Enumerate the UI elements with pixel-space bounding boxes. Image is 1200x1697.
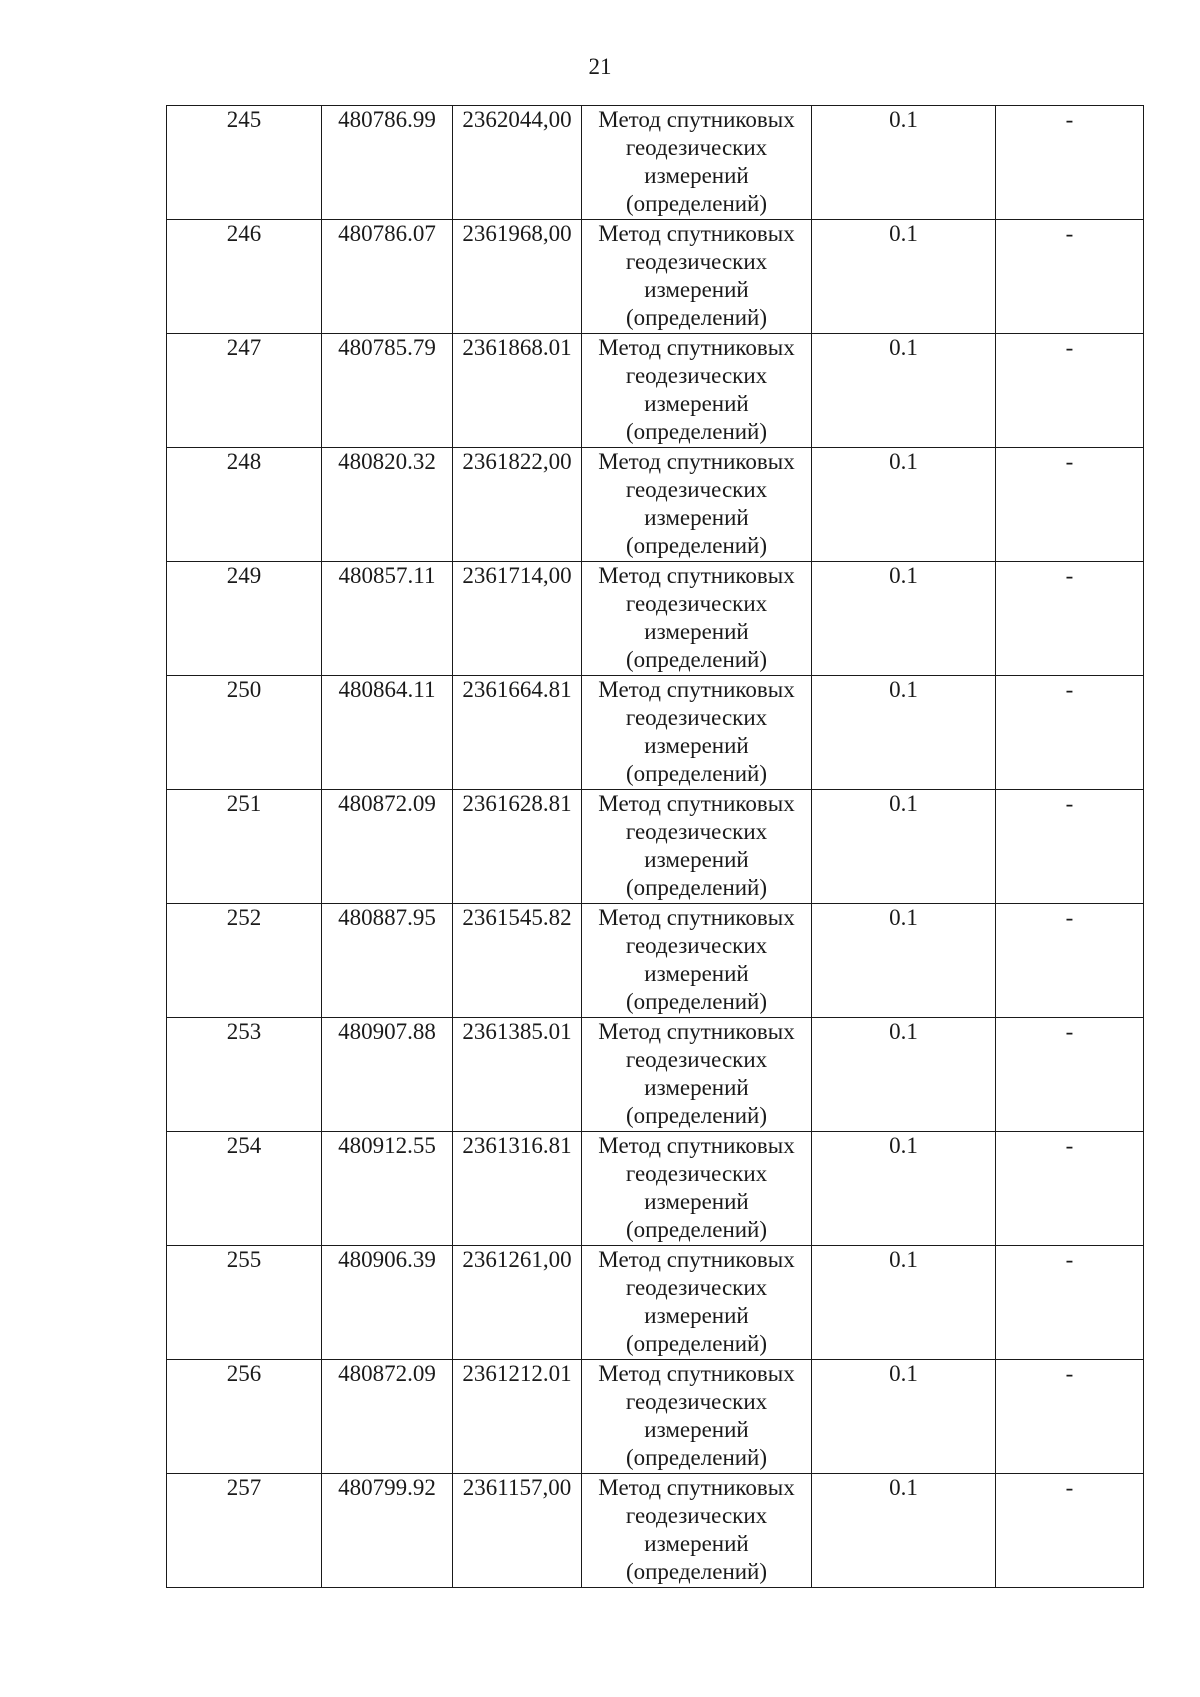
- method-cell: [582, 562, 812, 676]
- method-cell: [582, 106, 812, 220]
- note-cell: -: [996, 106, 1144, 220]
- method-cell: [582, 1360, 812, 1474]
- method-line: (определений): [625, 875, 768, 900]
- note-cell: -: [996, 334, 1144, 448]
- table-row: [167, 334, 1144, 448]
- method-line: геодезических: [625, 591, 768, 616]
- y-coordinate-cell: 2361628.81: [453, 790, 582, 904]
- method-line: измерений: [644, 1531, 749, 1556]
- method-line: геодезических: [625, 1047, 768, 1072]
- method-line: Метод спутниковых: [598, 905, 795, 930]
- method-line: измерений: [644, 277, 749, 302]
- method-line: (определений): [625, 647, 768, 672]
- method-line: Метод спутниковых: [598, 1019, 795, 1044]
- method-line: геодезических: [625, 1161, 768, 1186]
- y-coordinate-cell: 2361157,00: [453, 1474, 582, 1588]
- point-number-cell: 248: [167, 448, 322, 562]
- accuracy-cell: 0.1: [812, 220, 996, 334]
- table-row: [167, 448, 1144, 562]
- method-line: (определений): [625, 1217, 768, 1242]
- y-coordinate-cell: 2361822,00: [453, 448, 582, 562]
- note-cell: -: [996, 562, 1144, 676]
- point-number-cell: 245: [167, 106, 322, 220]
- method-line: (определений): [625, 1559, 768, 1584]
- note-cell: -: [996, 1018, 1144, 1132]
- note-cell: -: [996, 448, 1144, 562]
- method-cell: [582, 1474, 812, 1588]
- method-line: Метод спутниковых: [598, 1361, 795, 1386]
- accuracy-cell: 0.1: [812, 334, 996, 448]
- point-number-cell: 256: [167, 1360, 322, 1474]
- method-line: измерений: [644, 163, 749, 188]
- y-coordinate-cell: 2362044,00: [453, 106, 582, 220]
- x-coordinate-cell: 480907.88: [322, 1018, 453, 1132]
- x-coordinate-cell: 480912.55: [322, 1132, 453, 1246]
- point-number-cell: 253: [167, 1018, 322, 1132]
- method-line: Метод спутниковых: [598, 791, 795, 816]
- coordinates-table: [166, 105, 1144, 1588]
- table-row: [167, 676, 1144, 790]
- method-line: Метод спутниковых: [598, 1133, 795, 1158]
- y-coordinate-cell: 2361212.01: [453, 1360, 582, 1474]
- method-line: (определений): [625, 305, 768, 330]
- method-line: Метод спутниковых: [598, 335, 795, 360]
- method-cell: [582, 334, 812, 448]
- method-line: Метод спутниковых: [598, 1475, 795, 1500]
- table-row: [167, 220, 1144, 334]
- method-cell: [582, 220, 812, 334]
- note-cell: -: [996, 790, 1144, 904]
- method-line: Метод спутниковых: [598, 221, 795, 246]
- method-line: измерений: [644, 847, 749, 872]
- method-line: геодезических: [625, 249, 768, 274]
- point-number-cell: 247: [167, 334, 322, 448]
- method-line: геодезических: [625, 705, 768, 730]
- point-number-cell: 255: [167, 1246, 322, 1360]
- accuracy-cell: 0.1: [812, 448, 996, 562]
- table-row: [167, 1246, 1144, 1360]
- table-row: [167, 904, 1144, 1018]
- method-line: геодезических: [625, 1503, 768, 1528]
- method-line: геодезических: [625, 819, 768, 844]
- method-line: измерений: [644, 505, 749, 530]
- method-line: геодезических: [625, 477, 768, 502]
- x-coordinate-cell: 480785.79: [322, 334, 453, 448]
- x-coordinate-cell: 480799.92: [322, 1474, 453, 1588]
- method-cell: [582, 676, 812, 790]
- method-line: измерений: [644, 961, 749, 986]
- y-coordinate-cell: 2361545.82: [453, 904, 582, 1018]
- y-coordinate-cell: 2361714,00: [453, 562, 582, 676]
- table-row: [167, 1018, 1144, 1132]
- x-coordinate-cell: 480906.39: [322, 1246, 453, 1360]
- method-cell: [582, 1246, 812, 1360]
- accuracy-cell: 0.1: [812, 106, 996, 220]
- x-coordinate-cell: 480857.11: [322, 562, 453, 676]
- note-cell: -: [996, 676, 1144, 790]
- page-number: 21: [588, 54, 612, 79]
- x-coordinate-cell: 480887.95: [322, 904, 453, 1018]
- method-line: (определений): [625, 1331, 768, 1356]
- accuracy-cell: 0.1: [812, 1474, 996, 1588]
- table-row: [167, 562, 1144, 676]
- method-line: измерений: [644, 1189, 749, 1214]
- table-row: [167, 1360, 1144, 1474]
- method-line: геодезических: [625, 933, 768, 958]
- method-line: измерений: [644, 1417, 749, 1442]
- coordinates-table-body: [167, 106, 1144, 1588]
- method-line: геодезических: [625, 135, 768, 160]
- y-coordinate-cell: 2361316.81: [453, 1132, 582, 1246]
- accuracy-cell: 0.1: [812, 562, 996, 676]
- method-line: Метод спутниковых: [598, 677, 795, 702]
- method-line: измерений: [644, 619, 749, 644]
- method-line: измерений: [644, 391, 749, 416]
- accuracy-cell: 0.1: [812, 1132, 996, 1246]
- method-line: (определений): [625, 1103, 768, 1128]
- y-coordinate-cell: 2361261,00: [453, 1246, 582, 1360]
- x-coordinate-cell: 480864.11: [322, 676, 453, 790]
- accuracy-cell: 0.1: [812, 676, 996, 790]
- accuracy-cell: 0.1: [812, 790, 996, 904]
- method-cell: [582, 1132, 812, 1246]
- method-line: Метод спутниковых: [598, 449, 795, 474]
- note-cell: -: [996, 1360, 1144, 1474]
- table-row: [167, 1474, 1144, 1588]
- method-line: геодезических: [625, 1275, 768, 1300]
- x-coordinate-cell: 480872.09: [322, 1360, 453, 1474]
- note-cell: -: [996, 1132, 1144, 1246]
- table-row: [167, 790, 1144, 904]
- method-line: (определений): [625, 533, 768, 558]
- table-row: [167, 106, 1144, 220]
- note-cell: -: [996, 1246, 1144, 1360]
- method-line: (определений): [625, 419, 768, 444]
- method-line: Метод спутниковых: [598, 563, 795, 588]
- x-coordinate-cell: 480820.32: [322, 448, 453, 562]
- y-coordinate-cell: 2361664.81: [453, 676, 582, 790]
- accuracy-cell: 0.1: [812, 904, 996, 1018]
- x-coordinate-cell: 480786.07: [322, 220, 453, 334]
- accuracy-cell: 0.1: [812, 1360, 996, 1474]
- method-line: (определений): [625, 191, 768, 216]
- method-cell: [582, 904, 812, 1018]
- note-cell: -: [996, 1474, 1144, 1588]
- point-number-cell: 249: [167, 562, 322, 676]
- method-line: (определений): [625, 1445, 768, 1470]
- y-coordinate-cell: 2361385.01: [453, 1018, 582, 1132]
- method-line: (определений): [625, 989, 768, 1014]
- point-number-cell: 251: [167, 790, 322, 904]
- note-cell: -: [996, 220, 1144, 334]
- method-cell: [582, 448, 812, 562]
- table-row: [167, 1132, 1144, 1246]
- method-line: геодезических: [625, 363, 768, 388]
- point-number-cell: 254: [167, 1132, 322, 1246]
- accuracy-cell: 0.1: [812, 1018, 996, 1132]
- point-number-cell: 257: [167, 1474, 322, 1588]
- point-number-cell: 250: [167, 676, 322, 790]
- y-coordinate-cell: 2361968,00: [453, 220, 582, 334]
- method-cell: [582, 790, 812, 904]
- point-number-cell: 252: [167, 904, 322, 1018]
- point-number-cell: 246: [167, 220, 322, 334]
- method-line: измерений: [644, 1075, 749, 1100]
- note-cell: -: [996, 904, 1144, 1018]
- x-coordinate-cell: 480786.99: [322, 106, 453, 220]
- y-coordinate-cell: 2361868.01: [453, 334, 582, 448]
- method-line: геодезических: [625, 1389, 768, 1414]
- accuracy-cell: 0.1: [812, 1246, 996, 1360]
- x-coordinate-cell: 480872.09: [322, 790, 453, 904]
- method-line: (определений): [625, 761, 768, 786]
- method-line: Метод спутниковых: [598, 1247, 795, 1272]
- method-cell: [582, 1018, 812, 1132]
- method-line: измерений: [644, 733, 749, 758]
- method-line: Метод спутниковых: [598, 107, 795, 132]
- method-line: измерений: [644, 1303, 749, 1328]
